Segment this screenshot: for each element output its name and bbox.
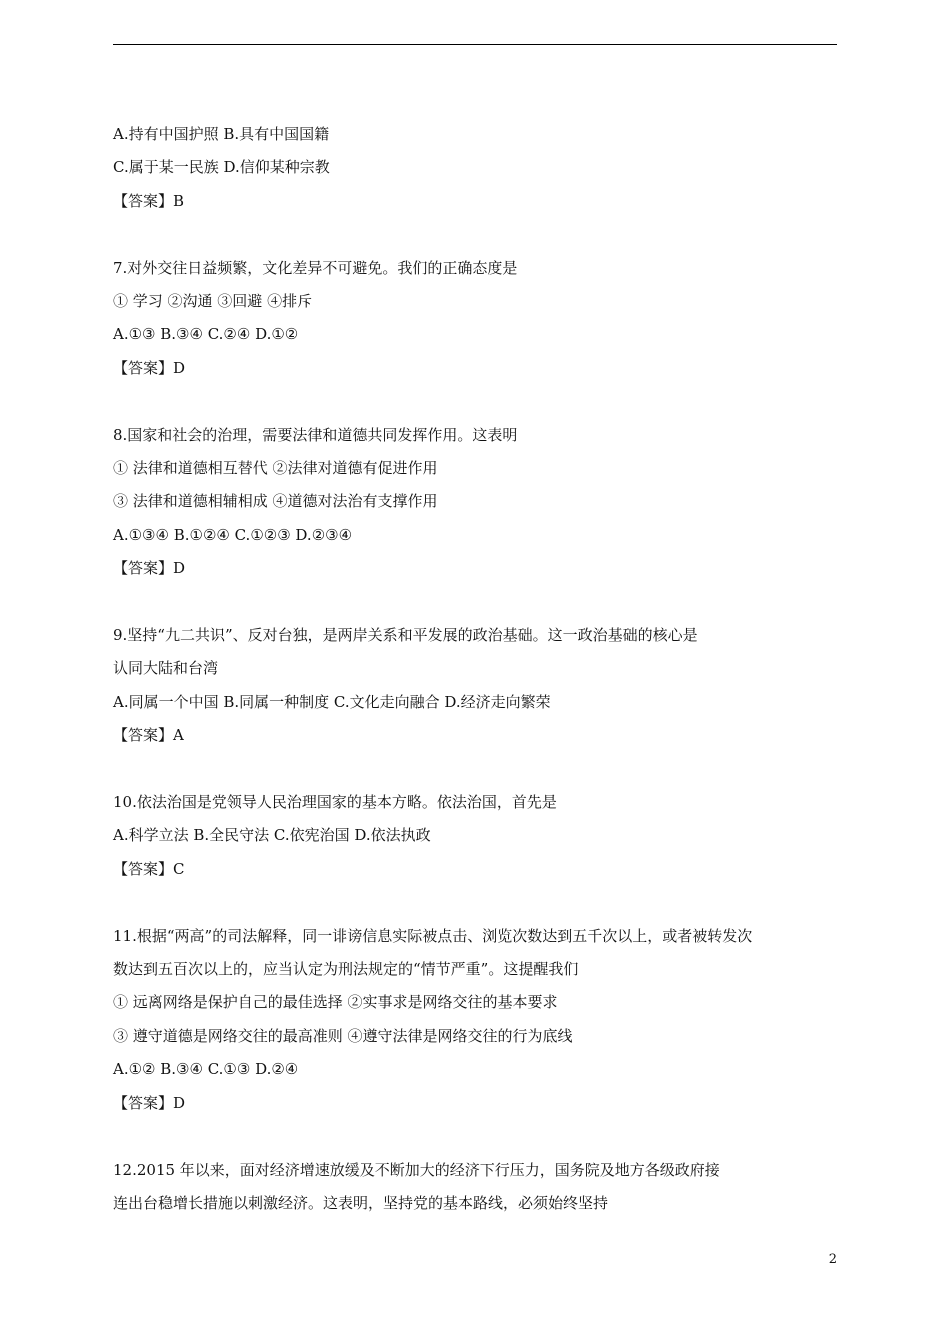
question-12: [113, 1154, 837, 1221]
question-10: [113, 786, 837, 886]
q11-options: A.①② B.③④ C.①③ D.②④: [113, 1060, 299, 1079]
q7-stem: 7.对外交往日益频繁，文化差异不可避免。我们的正确态度是: [113, 258, 518, 277]
q9-answer: 【答案】A: [113, 726, 184, 745]
q7-items: ① 学习 ②沟通 ③回避 ④排斥: [113, 292, 313, 311]
q11-stem-line-1: 11.根据“两高”的司法解释，同一诽谤信息实际被点击、浏览次数达到五千次以上，或者被转发次: [113, 926, 753, 945]
q8-items-line-2: ③ 法律和道德相辅相成 ④道德对法治有支撑作用: [113, 492, 438, 511]
question-9: [113, 619, 837, 753]
q12-stem-line-1: 12.2015 年以来，面对经济增速放缓及不断加大的经济下行压力，国务院及地方各级政府接: [113, 1160, 720, 1179]
question-11: [113, 920, 837, 1120]
q11-items-line-2: ③ 遵守道德是网络交往的最高准则 ④遵守法律是网络交往的行为底线: [113, 1026, 573, 1045]
q10-answer: 【答案】C: [113, 859, 185, 878]
q8-items-line-1: ① 法律和道德相互替代 ②法律对道德有促进作用: [113, 459, 438, 478]
q12-stem-line-2: 连出台稳增长措施以刺激经济。这表明，坚持党的基本路线，必须始终坚持: [113, 1193, 609, 1212]
q6-answer: 【答案】B: [113, 191, 185, 210]
q11-items-line-1: ① 远离网络是保护自己的最佳选择 ②实事求是网络交往的基本要求: [113, 993, 558, 1012]
question-7: [113, 252, 837, 386]
q8-stem: 8.国家和社会的治理，需要法律和道德共同发挥作用。这表明: [113, 425, 518, 444]
question-8: [113, 419, 837, 586]
q8-options: A.①③④ B.①②④ C.①②③ D.②③④: [113, 525, 353, 544]
q7-answer: 【答案】D: [113, 358, 186, 377]
q6-options-line-1: A.持有中国护照 B.具有中国国籍: [113, 125, 330, 143]
q10-stem: 10.依法治国是党领导人民治理国家的基本方略。依法治国，首先是: [113, 793, 557, 812]
q7-options: A.①③ B.③④ C.②④ D.①②: [113, 325, 299, 344]
q9-stem-line-1: 9.坚持“九二共识”、反对台独，是两岸关系和平发展的政治基础。这一政治基础的核心是: [113, 626, 698, 645]
q9-options: A.同属一个中国 B.同属一种制度 C.文化走向融合 D.经济走向繁荣: [113, 692, 551, 711]
question-list: [113, 118, 837, 1220]
q6-options-line-2: C.属于某一民族 D.信仰某种宗教: [113, 158, 330, 177]
q9-stem-line-2: 认同大陆和台湾: [113, 659, 219, 678]
page-number: 2: [828, 1252, 837, 1267]
question-6: [113, 118, 837, 218]
q11-answer: 【答案】D: [113, 1093, 186, 1112]
q11-stem-line-2: 数达到五百次以上的，应当认定为刑法规定的“情节严重”。这提醒我们: [113, 960, 579, 979]
header-rule: [113, 44, 837, 45]
q8-answer: 【答案】D: [113, 559, 186, 578]
q10-options: A.科学立法 B.全民守法 C.依宪治国 D.依法执政: [113, 826, 431, 845]
